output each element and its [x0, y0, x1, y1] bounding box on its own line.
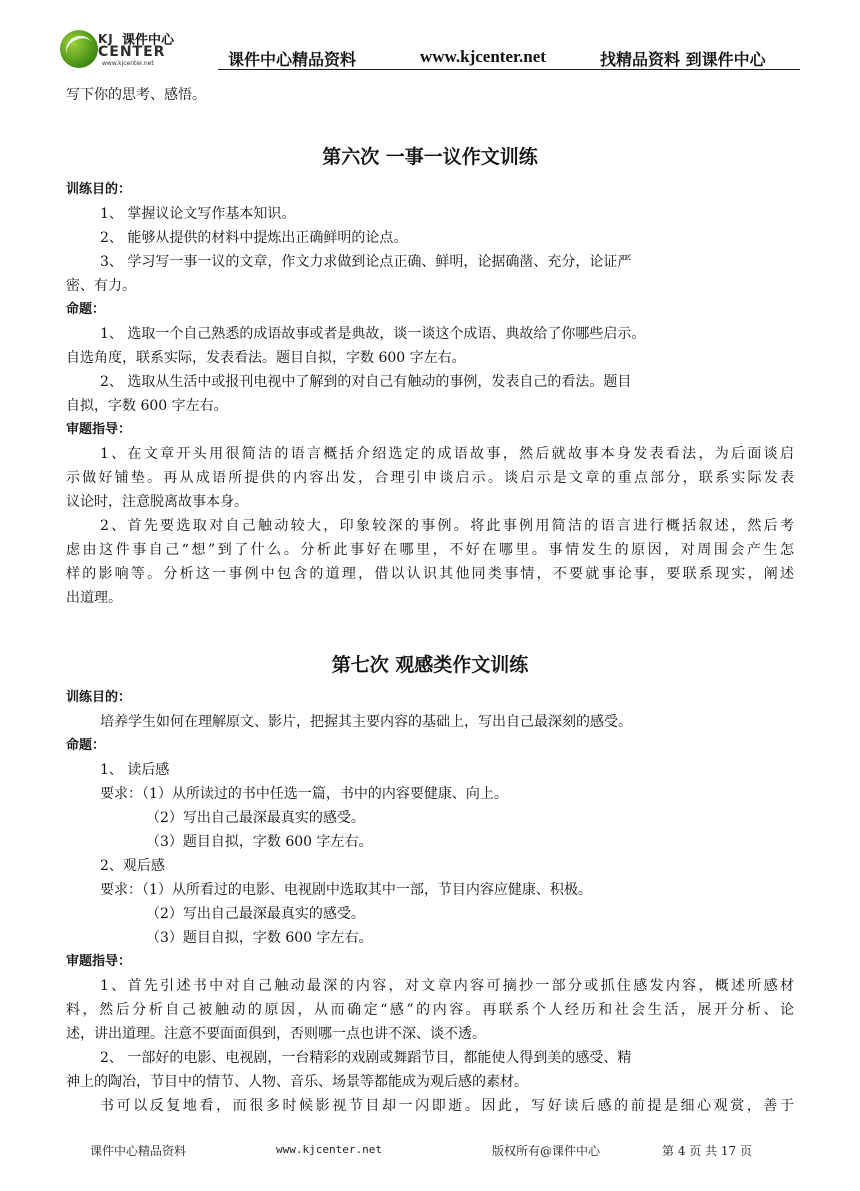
section6-guide-1: 1、在文章开头用很简洁的语言概括介绍选定的成语故事，然后就故事本身发表看法，为后面谈启	[100, 446, 794, 462]
section6-topic-1: 1、 选取一个自己熟悉的成语故事或者是典故，谈一谈这个成语、典故给了你哪些启示。	[100, 326, 646, 342]
section7-guide-1-cont-a: 料，然后分析自己被触动的原因，从而确定“感”的内容。再联系个人经历和社会生活，展开分析、论	[66, 1002, 794, 1018]
header-url[interactable]: www.kjcenter.net	[420, 47, 546, 66]
logo-url-text: www.kjcenter.net	[102, 60, 154, 67]
section6-guide-label: 审题指导：	[66, 422, 132, 437]
section7-topic-1-req-3: （3）题目自拟，字数 600 字左右。	[146, 834, 373, 850]
section7-topic-2-req-1: 要求：（1）从所看过的电影、电视剧中选取其中一部，节目内容应健康、积极。	[100, 882, 592, 898]
section6-goal-label: 训练目的：	[66, 182, 132, 197]
section7-topic-1-req-1: 要求：（1）从所读过的书中任选一篇，书中的内容要健康、向上。	[100, 786, 508, 802]
section6-goal-2: 2、 能够从提供的材料中提炼出正确鲜明的论点。	[100, 230, 408, 246]
footer-page-number: 第 4 页 共 17 页	[662, 1144, 752, 1158]
logo-kj-text: KJ	[98, 32, 114, 46]
section6-title: 第六次 一事一议作文训练	[322, 146, 538, 168]
footer-site-name: 课件中心精品资料	[90, 1144, 187, 1158]
section7-guide-1: 1、首先引述书中对自己触动最深的内容，对文章内容可摘抄一部分或抓住感发内容，概述所感材	[100, 978, 794, 994]
section6-guide-1-cont-a: 示做好铺垫。再从成语所提供的内容出发，合理引申谈启示。谈启示是文章的重点部分，联系实际发表	[66, 470, 794, 486]
intro-text: 写下你的思考、感悟。	[66, 87, 206, 103]
section7-topic-1-req-2: （2）写出自己最深最真实的感受。	[146, 810, 365, 826]
section7-guide-label: 审题指导：	[66, 954, 132, 969]
section7-guide-2: 2、 一部好的电影、电视剧，一台精彩的戏剧或舞蹈节目，都能使人得到美的感受、精	[100, 1050, 632, 1066]
section7-goal-label: 训练目的：	[66, 690, 132, 705]
footer-copyright: 版权所有@课件中心	[492, 1144, 601, 1158]
section6-topic-2-cont: 自拟，字数 600 字左右。	[66, 398, 228, 414]
header-divider	[218, 69, 800, 70]
section6-goal-3: 3、 学习写一事一议的文章，作文力求做到论点正确、鲜明，论据确凿、充分，论证严	[100, 254, 632, 270]
page-header	[58, 26, 798, 72]
section7-goal: 培养学生如何在理解原文、影片，把握其主要内容的基础上，写出自己最深刻的感受。	[100, 714, 632, 730]
footer-url[interactable]: www.kjcenter.net	[276, 1143, 382, 1156]
section7-title: 第七次 观感类作文训练	[331, 654, 529, 676]
section7-topic-1: 1、 读后感	[100, 762, 170, 778]
kjcenter-logo[interactable]	[58, 26, 198, 72]
section7-topic-2-req-2: （2）写出自己最深最真实的感受。	[146, 906, 365, 922]
section6-topic-1-cont: 自选角度，联系实际，发表看法。题目自拟，字数 600 字左右。	[66, 350, 466, 366]
section7-guide-1-cont-b: 述，讲出道理。注意不要面面俱到，否则哪一点也讲不深、谈不透。	[66, 1026, 486, 1042]
section6-topic-label: 命题：	[66, 302, 106, 317]
logo-chinese-text: 课件中心	[122, 33, 175, 48]
section6-guide-2: 2、首先要选取对自己触动较大，印象较深的事例。将此事例用简洁的语言进行概括叙述，然后考	[100, 518, 794, 534]
section6-guide-1-cont-b: 议论时，注意脱离故事本身。	[66, 494, 248, 510]
section7-topic-label: 命题：	[66, 738, 106, 753]
section7-guide-2-cont: 神上的陶冶，节目中的情节、人物、音乐、场景等都能成为观后感的素材。	[66, 1074, 528, 1090]
section6-goal-3-cont: 密、有力。	[66, 278, 136, 294]
section6-goal-1: 1、 掌握议论文写作基本知识。	[100, 206, 296, 222]
section6-guide-2-cont-c: 出道理。	[66, 590, 122, 606]
section6-topic-2: 2、 选取从生活中或报刊电视中了解到的对自己有触动的事例，发表自己的看法。题目	[100, 374, 632, 390]
header-site-name: 课件中心精品资料	[228, 50, 357, 69]
section6-guide-2-cont-a: 虑由这件事自己“想”到了什么。分析此事好在哪里，不好在哪里。事情发生的原因，对周围会产生怎	[66, 542, 794, 558]
section7-topic-2-req-3: （3）题目自拟，字数 600 字左右。	[146, 930, 373, 946]
section6-guide-2-cont-b: 样的影响等。分析这一事例中包含的道理，借以认识其他同类事情，不要就事论事，要联系现实，阐述	[66, 566, 794, 582]
section7-topic-2: 2、观后感	[100, 858, 165, 874]
logo-center-text: CENTER	[98, 44, 166, 60]
header-slogan: 找精品资料 到课件中心	[600, 50, 766, 69]
section7-guide-3: 书可以反复地看，而很多时候影视节目却一闪即逝。因此，写好读后感的前提是细心观赏，善于	[100, 1098, 794, 1114]
